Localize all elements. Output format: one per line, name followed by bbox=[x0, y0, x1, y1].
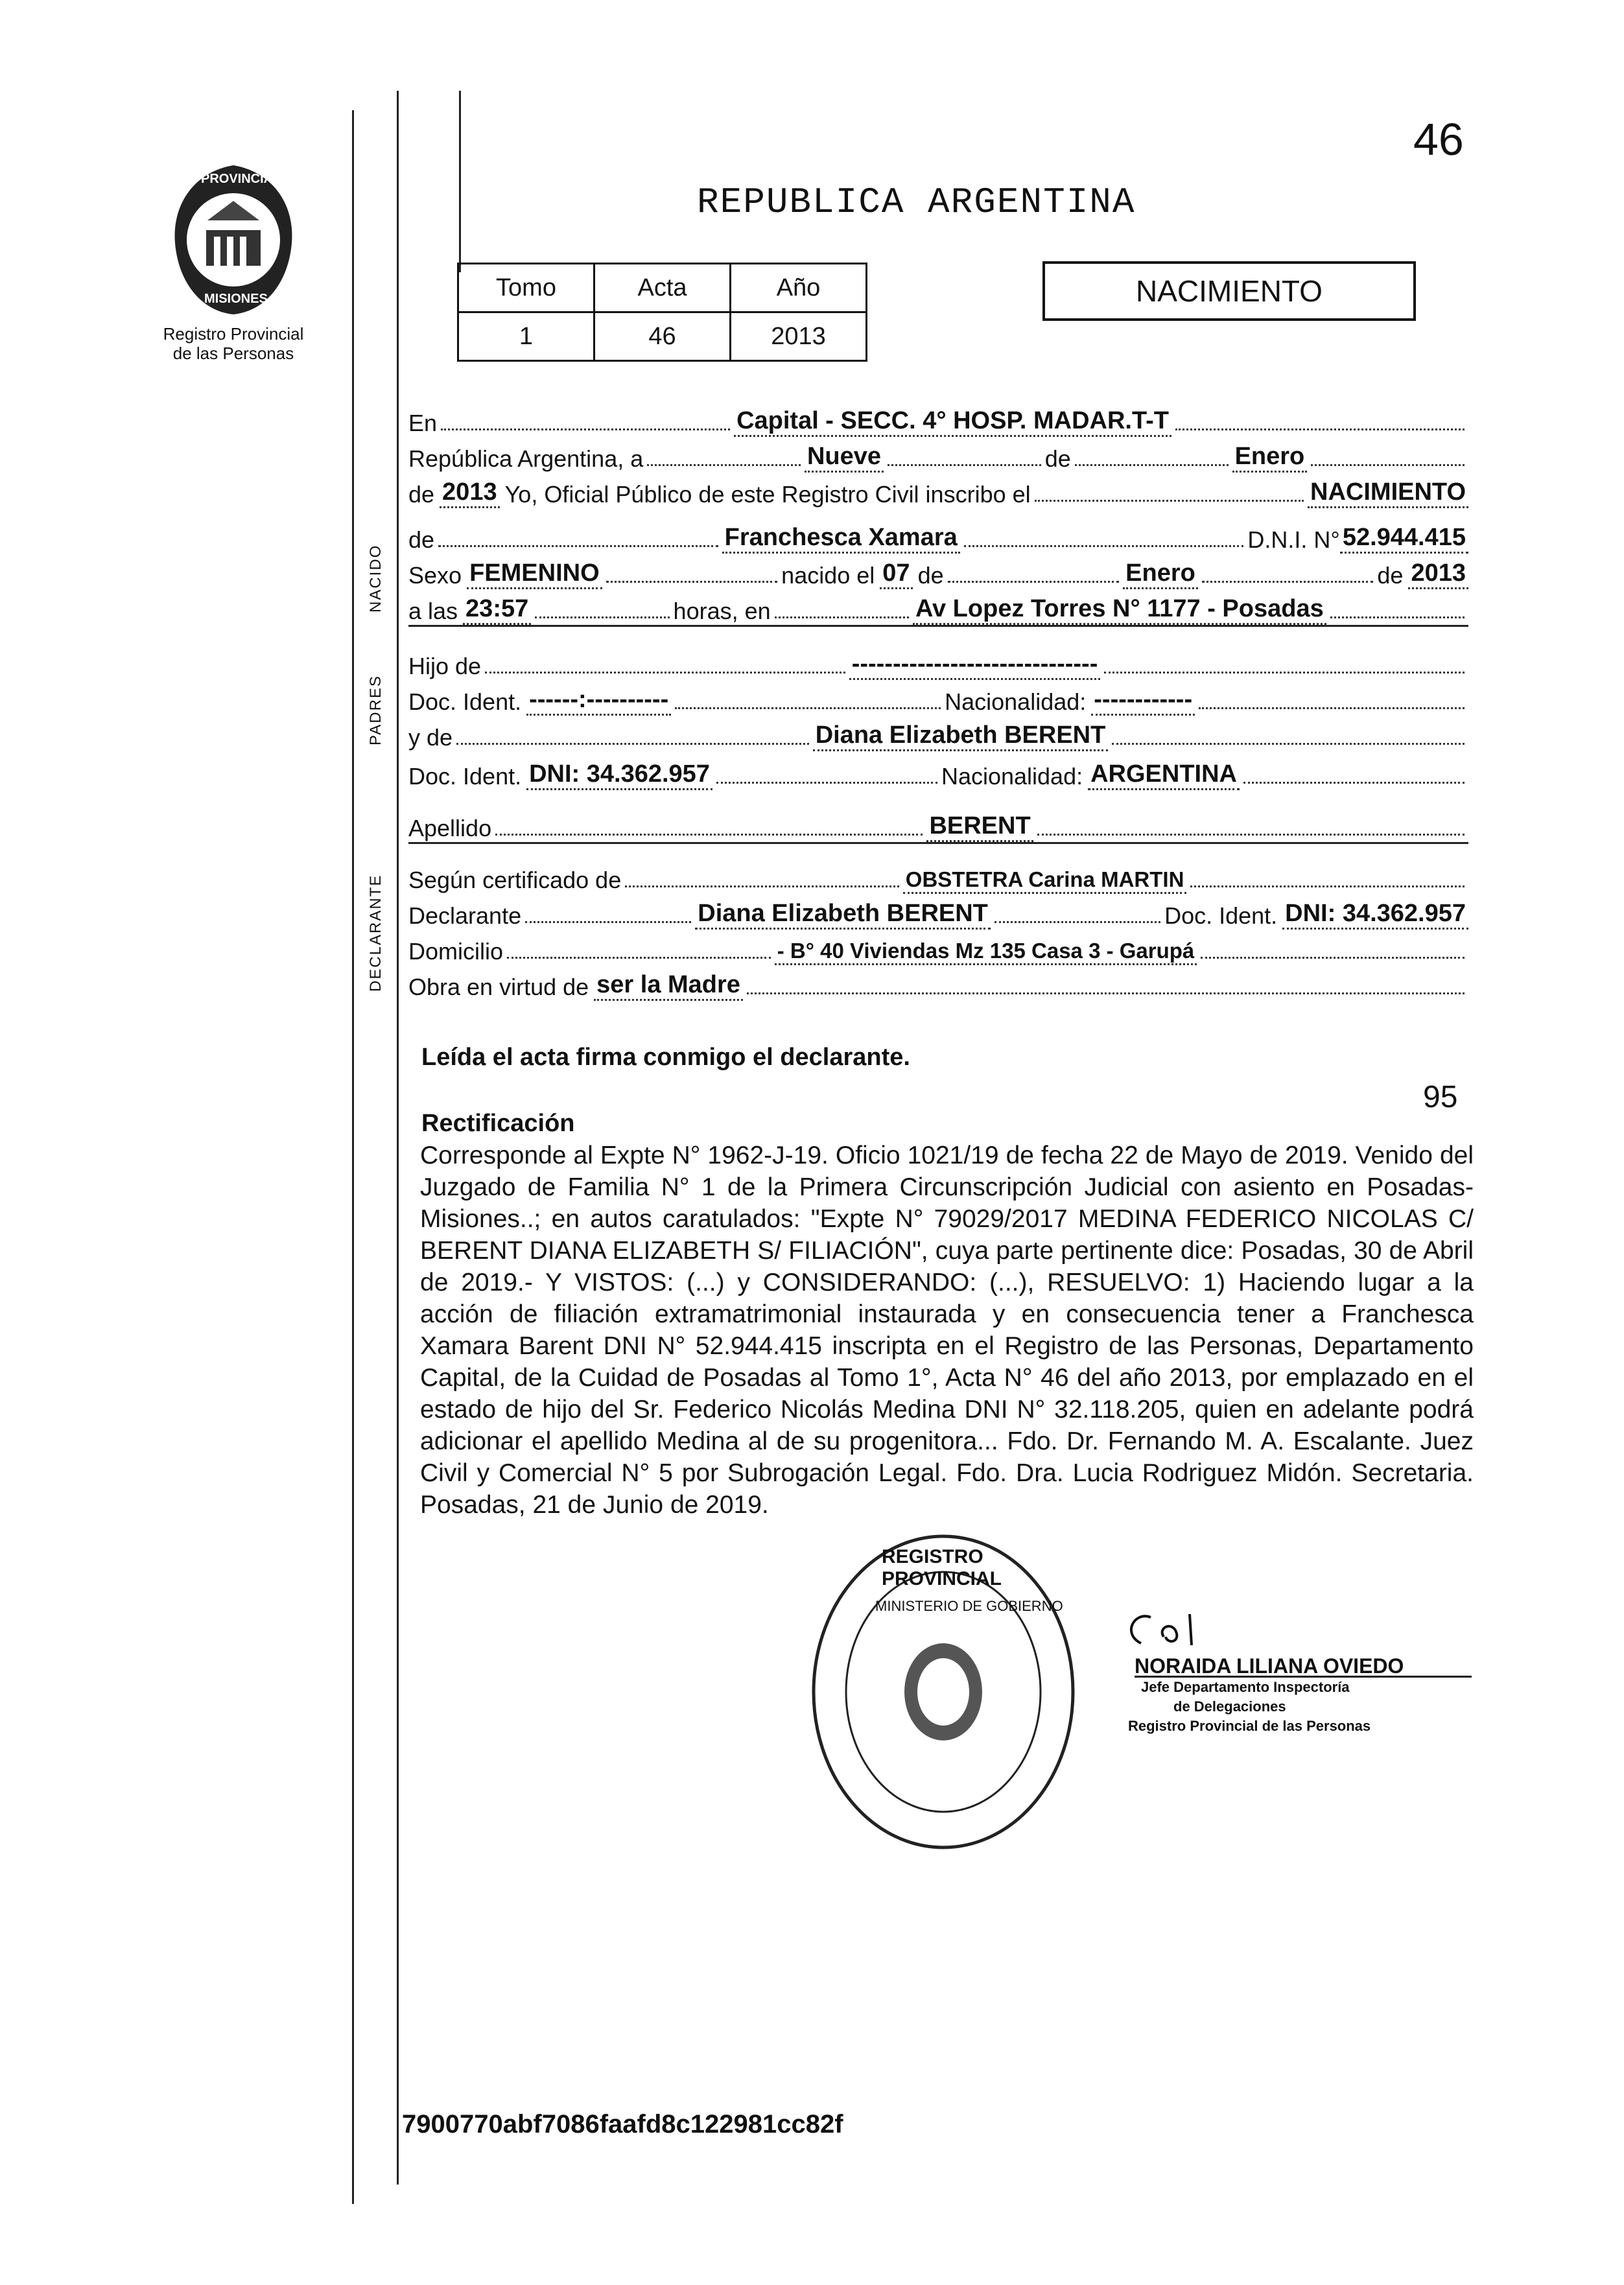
nacido-year: 2013 bbox=[1408, 559, 1468, 589]
row-obra bbox=[408, 966, 1468, 1001]
row-domicilio bbox=[408, 930, 1468, 965]
segun-value: OBSTETRA Carina MARTIN bbox=[903, 867, 1187, 894]
logo-bottom-text: MISIONES bbox=[204, 292, 268, 306]
side-label-padres: PADRES bbox=[367, 675, 384, 745]
row-en bbox=[408, 402, 1468, 437]
nac2-value: ARGENTINA bbox=[1088, 760, 1240, 790]
horas-label: horas, en bbox=[673, 598, 771, 624]
row-apellido bbox=[408, 807, 1468, 844]
page-title: REPUBLICA ARGENTINA bbox=[697, 182, 1136, 223]
row-doc2 bbox=[408, 755, 1468, 790]
name-label: de bbox=[408, 526, 435, 553]
record-type-box: NACIMIENTO bbox=[1042, 261, 1416, 321]
signature-line2: de Delegaciones bbox=[1173, 1698, 1286, 1715]
margin-line-top bbox=[459, 91, 461, 272]
en-label: En bbox=[408, 410, 438, 436]
rectificacion-number: 95 bbox=[1423, 1080, 1458, 1114]
dni-label: D.N.I. N° bbox=[1247, 526, 1340, 553]
republica-label: República Argentina, a bbox=[408, 445, 644, 472]
alas-label: a las bbox=[408, 598, 458, 624]
obra-label: Obra en virtud de bbox=[408, 974, 589, 1000]
oficial-text: Yo, Oficial Público de este Registro Civil inscribo el bbox=[504, 481, 1031, 508]
row-hijo bbox=[408, 645, 1468, 680]
signature-line3: Registro Provincial de las Personas bbox=[1128, 1718, 1371, 1734]
signature-line1: Jefe Departamento Inspectoría bbox=[1141, 1679, 1350, 1695]
de2-label: de bbox=[408, 481, 435, 508]
province-logo bbox=[162, 159, 305, 321]
header-acta: Acta bbox=[594, 264, 731, 312]
nac1-label: Nacionalidad: bbox=[945, 688, 1087, 715]
rectificacion-text: Corresponde al Expte N° 1962-J-19. Oficio 1021/19 de fecha 22 de Mayo de 2019. Venido del Juzgado de Familia N° 1 de la Primera Circunscripción Judicial con asiento en Posadas- Misiones..; en autos caratulados: "Expte N° 79029/2017 MEDINA FEDERICO NICOLAS C/ BERENT DIANA ELIZABETH S/ FILIACIÓN", cuya parte pertinente dice: Posadas, 30 de Abril de 2019.- Y VISTOS: (...) y CONSIDERANDO: (...), RESUELVO: 1) Haciendo lugar a la acción de filiación extramatrimonial instaurada y en consecuencia tener a Franchesca Xamara Barent DNI N° 52.944.415 inscripta en el Registro de las Personas, Departamento Capital, de la Cuidad de Posadas al Tomo 1°, Acta N° 46 del año 2013, por emplazado en el estado de hijo del Sr. Federico Nicolás Medina DNI N° 32.118.205, quien en adelante podrá adicionar el apellido Medina al de su progenitora... Fdo. Dr. Fernando M. A. Escalante. Juez Civil y Comercial N° 5 por Subrogación Legal. Fdo. Dra. Lucia Rodriguez Midón. Secretaria. Posadas, 21 de Junio de 2019. bbox=[420, 1142, 1474, 1519]
row-alas bbox=[408, 590, 1468, 627]
apellido-label: Apellido bbox=[408, 815, 492, 841]
value-ano: 2013 bbox=[731, 312, 867, 361]
doc2-label: Doc. Ident. bbox=[408, 763, 522, 790]
handwritten-signature bbox=[1115, 1608, 1245, 1653]
day-value: Nueve bbox=[805, 443, 884, 473]
row-madre bbox=[408, 716, 1468, 751]
page-number: 46 bbox=[1413, 114, 1464, 165]
row-sexo bbox=[408, 554, 1468, 589]
hijo-value: ------------------------------ bbox=[849, 650, 1101, 680]
doc1-label: Doc. Ident. bbox=[408, 688, 522, 715]
de-label: de bbox=[1044, 445, 1071, 472]
sexo-value: FEMENINO bbox=[467, 559, 602, 589]
segun-label: Según certificado de bbox=[408, 867, 622, 893]
yde-label: y de bbox=[408, 724, 453, 751]
domicilio-label: Domicilio bbox=[408, 938, 504, 965]
dni-value: 52.944.415 bbox=[1340, 524, 1468, 554]
declarante-label: Declarante bbox=[408, 902, 522, 929]
value-tomo: 1 bbox=[458, 312, 594, 361]
row-oficial bbox=[408, 473, 1468, 508]
row-declarante bbox=[408, 895, 1468, 930]
apellido-value: BERENT bbox=[926, 812, 1033, 842]
nacido-de: de bbox=[917, 562, 944, 589]
margin-line-mid bbox=[397, 91, 399, 2185]
rectificacion-heading: Rectificación bbox=[421, 1110, 575, 1137]
sexo-label: Sexo bbox=[408, 562, 462, 589]
logo-label-line1: Registro Provincial bbox=[163, 324, 304, 344]
logo-label bbox=[149, 324, 318, 363]
stamp-inner-text: MINISTERIO DE GOBIERNO bbox=[875, 1598, 1063, 1614]
decl-doc-value: DNI: 34.362.957 bbox=[1282, 900, 1468, 930]
name-value: Franchesca Xamara bbox=[722, 524, 960, 554]
value-acta: 46 bbox=[594, 312, 731, 361]
row-name bbox=[408, 519, 1468, 554]
nacido-label: nacido el bbox=[781, 562, 875, 589]
logo-label-line2: de las Personas bbox=[172, 344, 294, 363]
margin-line-left bbox=[352, 110, 354, 2204]
en-value: Capital - SECC. 4° HOSP. MADAR.T-T bbox=[734, 407, 1171, 437]
hijo-label: Hijo de bbox=[408, 653, 482, 679]
inscribo-value: NACIMIENTO bbox=[1308, 478, 1468, 508]
side-label-nacido: NACIDO bbox=[367, 544, 384, 613]
month-value: Enero bbox=[1232, 443, 1308, 473]
lugar-value: Av Lopez Torres N° 1177 - Posadas bbox=[913, 595, 1326, 625]
logo-top-text: PROVINCIA bbox=[201, 172, 274, 186]
declarante-value: Diana Elizabeth BERENT bbox=[695, 900, 991, 930]
nacido-day: 07 bbox=[880, 559, 912, 589]
signature-name: NORAIDA LILIANA OVIEDO bbox=[1135, 1656, 1472, 1678]
obra-value: ser la Madre bbox=[594, 971, 743, 1001]
nac2-label: Nacionalidad: bbox=[941, 763, 1083, 790]
signature-block bbox=[1115, 1608, 1517, 1736]
header-tomo: Tomo bbox=[458, 264, 594, 312]
leida-text: Leída el acta firma conmigo el declarante. bbox=[421, 1044, 910, 1071]
nac1-value: ------------ bbox=[1091, 686, 1195, 716]
nacido-month: Enero bbox=[1123, 559, 1198, 589]
row-doc1 bbox=[408, 681, 1468, 716]
ministry-stamp bbox=[804, 1527, 1083, 1857]
stamp-ring-text: REGISTRO PROVINCIAL bbox=[882, 1546, 1002, 1589]
hora-value: 23:57 bbox=[463, 595, 531, 625]
madre-value: Diana Elizabeth BERENT bbox=[813, 721, 1109, 751]
doc2-value: DNI: 34.362.957 bbox=[526, 760, 712, 790]
nacido-de2: de bbox=[1377, 562, 1404, 589]
document-hash: 7900770abf7086faafd8c122981cc82f bbox=[402, 2110, 843, 2139]
side-label-declarante: DECLARANTE bbox=[367, 874, 384, 992]
row-segun bbox=[408, 859, 1468, 894]
domicilio-value: - B° 40 Viviendas Mz 135 Casa 3 - Garupá bbox=[775, 939, 1197, 965]
decl-doc-label: Doc. Ident. bbox=[1164, 902, 1278, 929]
row-republica bbox=[408, 438, 1468, 473]
record-table bbox=[457, 263, 867, 362]
year-value: 2013 bbox=[440, 478, 500, 508]
header-ano: Año bbox=[731, 264, 867, 312]
doc1-value: ------:---------- bbox=[526, 686, 671, 716]
